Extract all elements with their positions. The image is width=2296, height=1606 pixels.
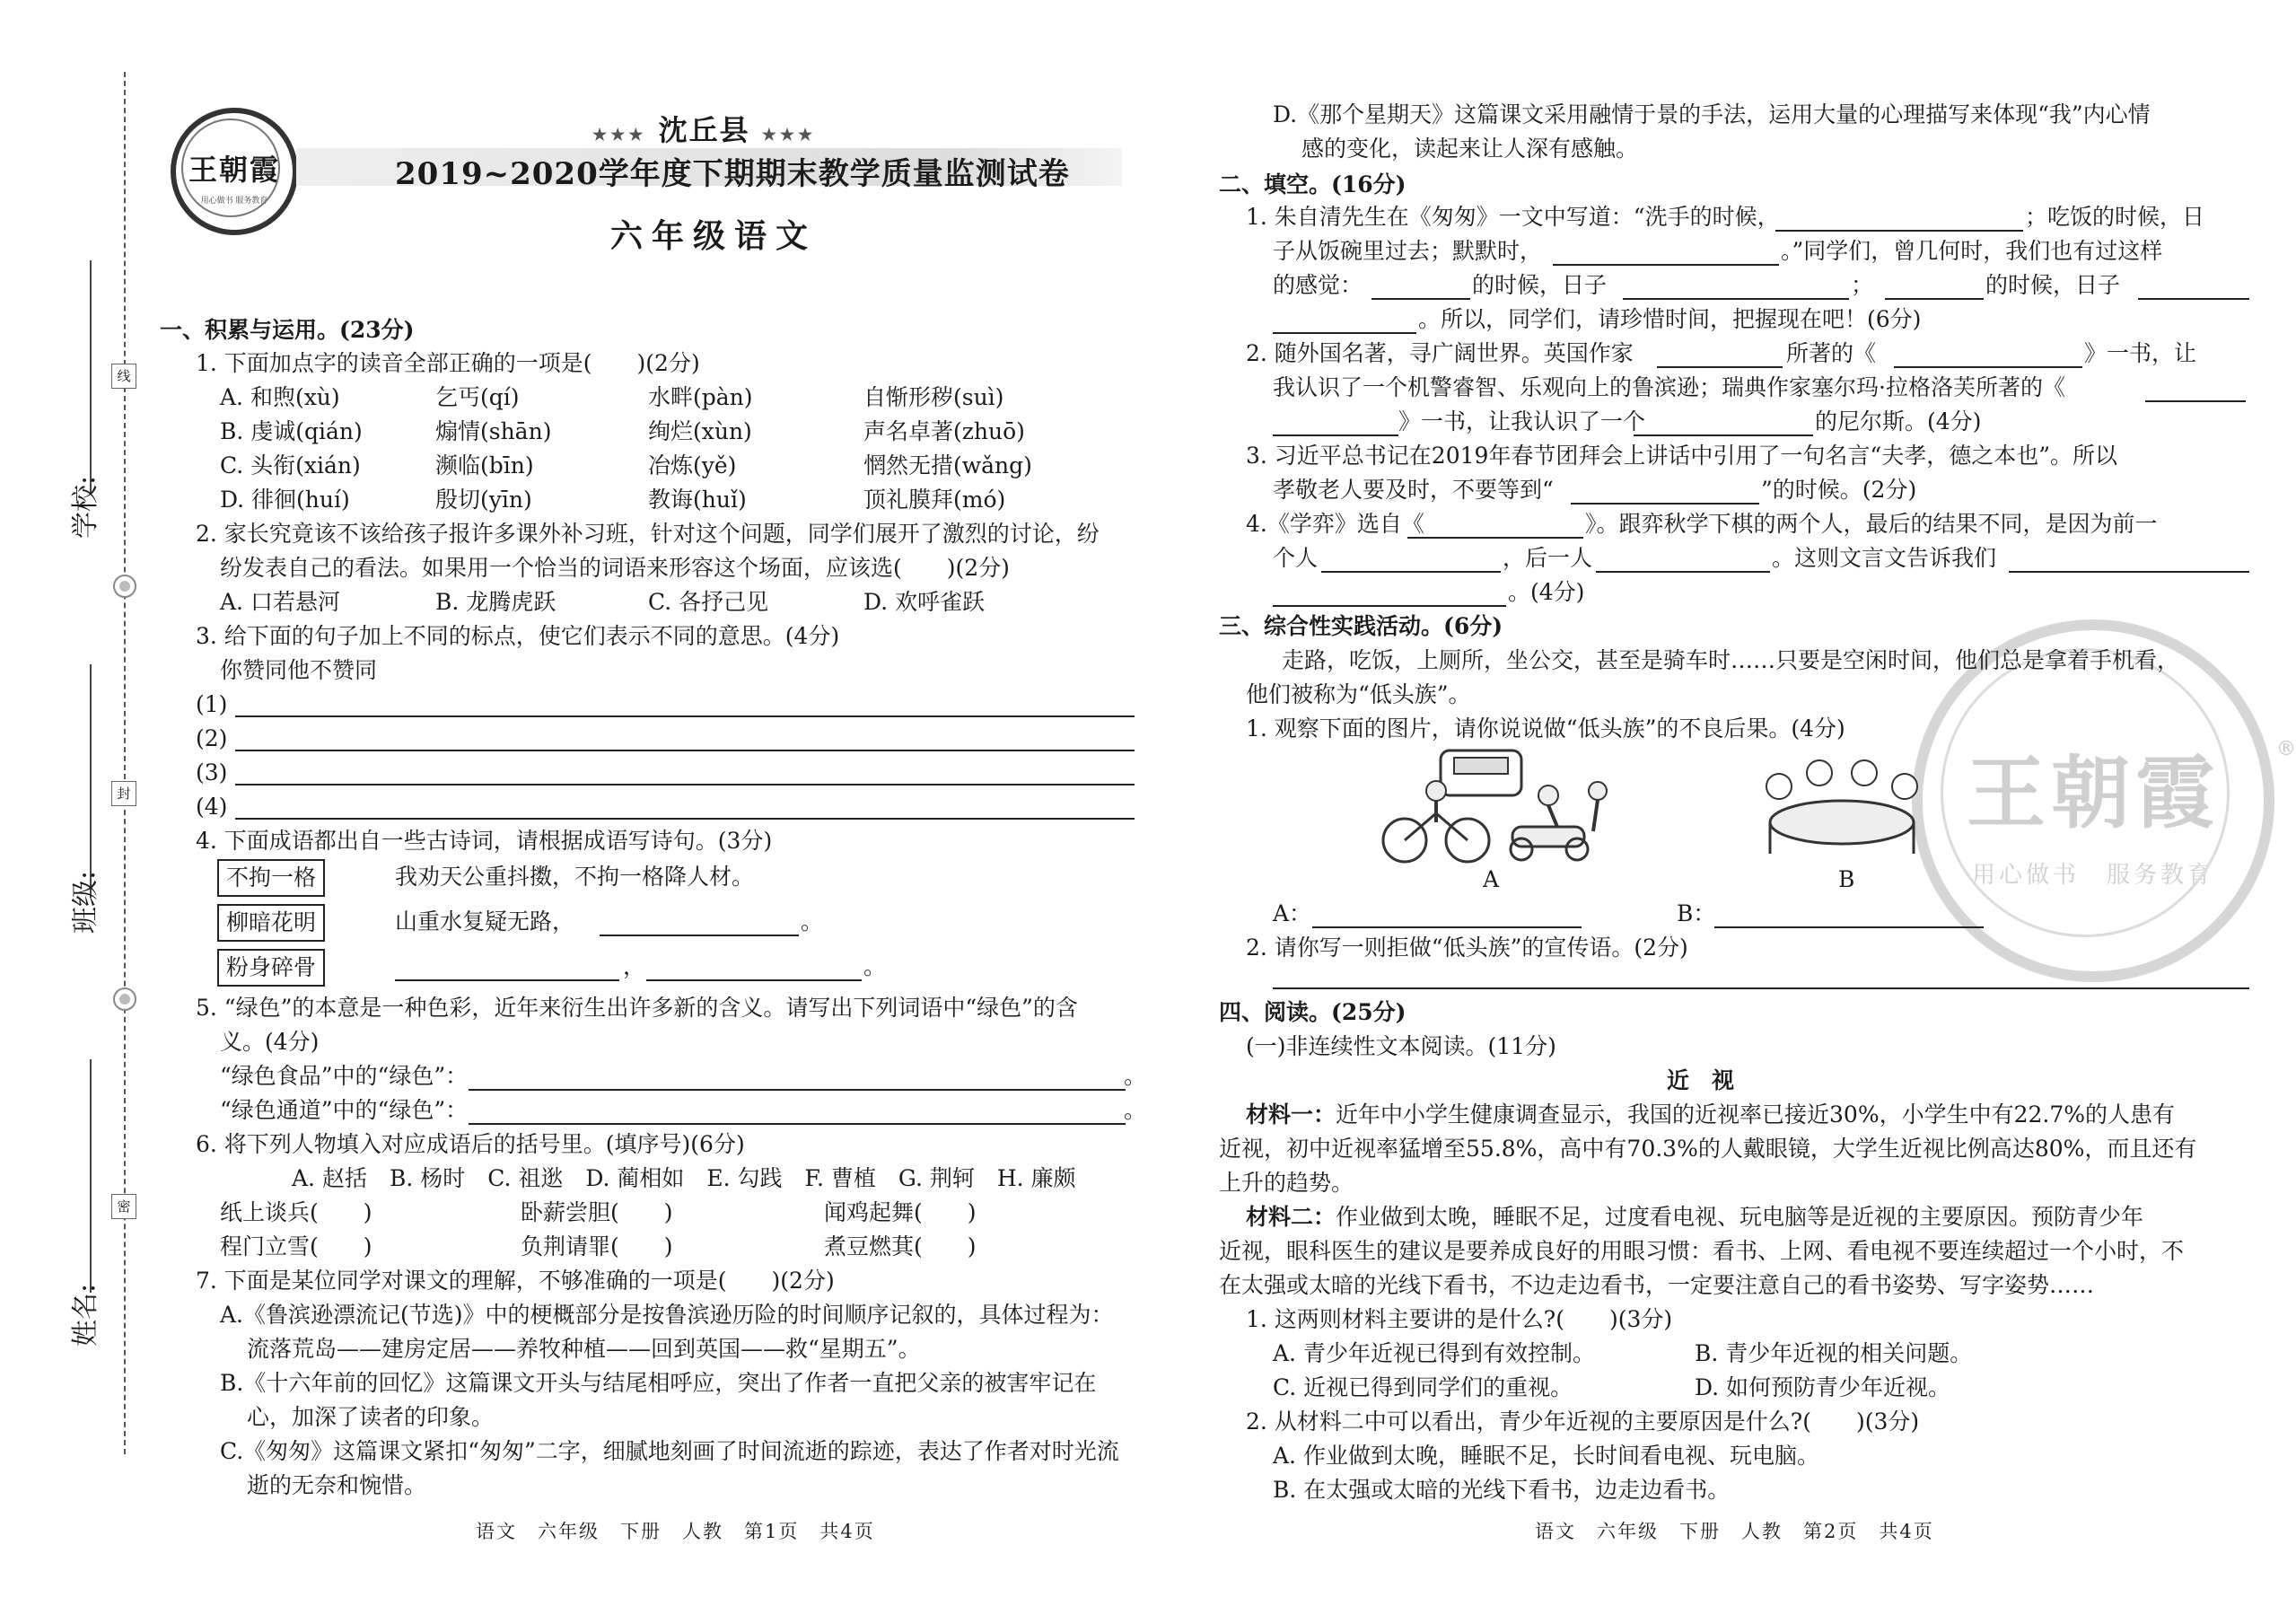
q3-answer-line[interactable]: [235, 784, 1135, 785]
f2-text: 所著的《: [1786, 340, 1877, 366]
f1-text: 。所以，同学们，请珍惜时间，把握现在吧！(6分): [1418, 306, 1922, 332]
fill-blank[interactable]: [1321, 571, 1501, 573]
cut-mark-feng: 封: [111, 781, 136, 806]
q2-stem-cont: 纷发表自己的看法。如果用一个恰当的词语来形容这个场面，应该选( )(2分): [220, 555, 1010, 581]
q1-word: 自惭形秽(suì): [863, 384, 1004, 410]
q2-stem: 2. 家长究竟该不该给孩子报许多课外补习班，针对这个问题，同学们展开了激烈的讨论，纷: [196, 521, 1100, 547]
material-1-text: 上升的趋势。: [1219, 1170, 1354, 1196]
q7-option-b[interactable]: B.《十六年前的回忆》这篇课文开头与结尾相呼应，突出了作者一直把父亲的被害牢记在: [220, 1370, 1097, 1396]
fill-blank[interactable]: [1775, 230, 2023, 232]
f1-text: 1. 朱自清先生在《匆匆》一文中写道：“洗手的时候，: [1246, 204, 1780, 230]
r2-option[interactable]: A. 作业做到太晚，睡眠不足，长时间看电视、玩电脑。: [1273, 1443, 1819, 1469]
idiom-box: 不拘一格: [217, 859, 325, 897]
poem-blank[interactable]: [600, 935, 799, 936]
material-1: [1246, 1099, 2175, 1131]
q6-blank[interactable]: 闻鸡起舞( ): [824, 1199, 977, 1225]
q3-num: (4): [196, 794, 228, 820]
q4-stem: 4. 下面成语都出自一些古诗词，请根据成语写诗句。(3分): [196, 828, 773, 854]
f1-text: 子从饭碗里过去；默默时，: [1273, 238, 1543, 264]
q3-num: (3): [196, 759, 228, 785]
f3-text: ”的时候。(2分): [1761, 477, 1917, 503]
q6-people: A. 赵括 B. 杨时 C. 祖逖 D. 蔺相如 E. 勾践 F. 曹植 G. 荆轲 H. 廉颇: [292, 1165, 1076, 1191]
section-3-heading: 三、综合性实践活动。(6分): [1219, 613, 1503, 639]
q1-option[interactable]: C. 头衔(xián): [220, 452, 361, 478]
q3-num: (1): [196, 691, 228, 717]
class-label: 班级:: [70, 870, 101, 934]
name-label: 姓名:: [70, 1283, 101, 1347]
school-label: 学校:: [70, 475, 101, 539]
fill-blank[interactable]: [1273, 332, 1416, 334]
q1-word: 教诲(huǐ): [648, 487, 747, 513]
f3-text: 3. 习近平总书记在2019年春节团拜会上讲话中引用了一句名言“夫孝，德之本也”。所以: [1246, 443, 2117, 469]
q1-word: 冶炼(yě): [648, 452, 737, 478]
slogan-answer-line[interactable]: [1273, 987, 2249, 989]
fill-blank[interactable]: [1273, 605, 1506, 607]
f1-text: 的感觉：: [1273, 272, 1363, 298]
q2-option[interactable]: D. 欢呼雀跃: [863, 589, 986, 615]
q1-option[interactable]: B. 虔诚(qián): [220, 418, 363, 444]
s4-subheading: (一)非连续性文本阅读。(11分): [1246, 1033, 1556, 1059]
q7-option-b-cont: 心，加深了读者的印象。: [247, 1404, 495, 1430]
q7-option-c-cont: 逝的无奈和惋惜。: [247, 1472, 427, 1498]
school-write-line[interactable]: [90, 260, 92, 494]
q1-word: 水畔(pàn): [648, 384, 753, 410]
fill-blank[interactable]: [2138, 298, 2249, 300]
q1-word: 殷切(yīn): [435, 487, 532, 513]
f2-text: 》一书，让: [2084, 340, 2197, 366]
f1-text: 的时候，日子: [1472, 272, 1608, 298]
punct: ，: [623, 953, 646, 979]
q7-option-a-cont: 流落荒岛——建房定居——养牧种植——回到英国——救“星期五”。: [247, 1336, 921, 1362]
material-2-text: 作业做到太晚，睡眠不足，过度看电视、玩电脑等是近视的主要原因。预防青少年: [1336, 1204, 2144, 1230]
county-name: 沈丘县: [658, 113, 750, 147]
fill-blank[interactable]: [1894, 366, 2082, 368]
material-2-text: 近视，眼科医生的建议是要养成良好的用眼习惯：看书、上网、看电视不要连续超过一个小时，不: [1219, 1238, 2185, 1264]
logo-text: 王朝霞: [188, 153, 280, 187]
q1-option[interactable]: A. 和煦(xù): [220, 384, 340, 410]
binding-hole-icon: [113, 575, 136, 598]
f1-text: 。”同学们，曾几何时，我们也有过这样: [1781, 238, 2163, 264]
page-footer: 语文 六年级 下册 人教 第1页 共4页: [476, 1521, 875, 1542]
material-2: [1246, 1201, 2143, 1233]
picture-b-label: B: [1838, 866, 1855, 892]
q1-word: 乞丐(qí): [435, 384, 520, 410]
fill-blank[interactable]: [1885, 298, 1984, 300]
material-1-text: 近视，初中近视率猛增至55.8%，高中有70.3%的人戴眼镜，大学生近视比例高达80%，而且还有: [1219, 1136, 2197, 1162]
r2-stem: 2. 从材料二中可以看出，青少年近视的主要原因是什么?( )(3分): [1246, 1409, 1920, 1435]
answer-b-label: B：: [1677, 900, 1716, 926]
answer-a-label: A：: [1273, 900, 1312, 926]
section-2-heading: 二、填空。(16分): [1219, 171, 1407, 197]
poem-blank[interactable]: [395, 979, 619, 981]
r1-option[interactable]: B. 青少年近视的相关问题。: [1695, 1340, 1973, 1366]
picture-a-street-illustration: [1369, 742, 1620, 867]
f1-text: 的时候，日子: [1985, 272, 2121, 298]
class-write-line[interactable]: [90, 664, 92, 898]
poem-line: 我劝天公重抖擞，不拘一格降人材。: [395, 864, 755, 890]
q7-option-d-cont: 感的变化，读起来让人深有感触。: [1301, 136, 1639, 162]
q1-stem: 1. 下面加点字的读音全部正确的一项是( )(2分): [196, 350, 700, 376]
idiom-box: 柳暗花明: [217, 904, 325, 942]
f3-text: 孝敬老人要及时，不要等到“: [1273, 477, 1554, 503]
q1-word: 绚烂(xùn): [648, 418, 752, 444]
answer-b-line[interactable]: [1714, 926, 1984, 928]
f4-text: 个人: [1273, 545, 1319, 571]
q6-blank[interactable]: 卧薪尝胆( ): [521, 1199, 673, 1225]
star-icon: ★★★: [592, 126, 647, 145]
f2-text: 2. 随外国名著，寻广阔世界。英国作家: [1246, 340, 1634, 366]
q5-answer-line[interactable]: [469, 1089, 1126, 1091]
picture-a-label: A: [1483, 866, 1500, 892]
star-icon: ★★★: [761, 126, 817, 145]
f4-text: 》。跟弈秋学下棋的两个人，最后的结果不同，是因为前一: [1585, 511, 2158, 537]
q1-word: 煽情(shān): [435, 418, 552, 444]
fill-blank[interactable]: [1623, 298, 1849, 300]
registered-icon: ®: [2276, 738, 2296, 760]
binding-sidebar: [0, 0, 162, 1606]
material-2-text: 在太强或太暗的光线下看书，不边走边看书，一定要注意自己的看书姿势、写字姿势……: [1219, 1272, 2095, 1298]
cut-mark-mi: 密: [111, 1194, 136, 1219]
q3-answer-line[interactable]: [235, 750, 1135, 751]
answer-a-line[interactable]: [1312, 926, 1582, 928]
material-1-label: 材料一：: [1246, 1101, 1336, 1128]
name-write-line[interactable]: [90, 1059, 92, 1293]
q7-option-c[interactable]: C.《匆匆》这篇课文紧扣“匆匆”二字，细腻地刻画了时间流逝的踪迹，表达了作者对时光流: [220, 1438, 1119, 1464]
fill-blank[interactable]: [2009, 571, 2249, 573]
punct: 。: [863, 953, 887, 979]
f1-text: ；: [1851, 272, 1874, 298]
material-2-label: 材料二：: [1246, 1204, 1336, 1230]
s3-intro: 他们被称为“低头族”。: [1246, 681, 1471, 707]
fill-blank[interactable]: [1657, 366, 1783, 368]
cut-mark-xian: 线: [111, 364, 136, 389]
q2-option[interactable]: A. 口若悬河: [220, 589, 340, 615]
q7-option-a[interactable]: A.《鲁滨逊漂流记(节选)》中的梗概部分是按鲁滨逊历险的时间顺序记叙的，具体过程为：: [220, 1302, 1114, 1328]
q1-word: 濒临(bīn): [435, 452, 534, 478]
q5-item: “绿色通道”中的“绿色”：: [220, 1097, 469, 1123]
fill-blank[interactable]: [1407, 537, 1583, 539]
f4-text: 。(4分): [1508, 579, 1585, 605]
poem-line: 山重水复疑无路，: [395, 908, 575, 935]
r1-stem: 1. 这两则材料主要讲的是什么?( )(3分): [1246, 1306, 1673, 1332]
q5-item: “绿色食品”中的“绿色”：: [220, 1063, 469, 1089]
exam-subject: 六年级语文: [610, 217, 818, 255]
punct: 。: [801, 908, 824, 935]
material-1-text: 近年中小学生健康调查显示，我国的近视率已接近30%，小学生中有22.7%的人患有: [1336, 1101, 2176, 1128]
q5-stem-cont: 义。(4分): [220, 1029, 320, 1055]
fill-blank[interactable]: [2145, 400, 2246, 402]
fill-blank[interactable]: [1596, 571, 1770, 573]
q6-blank[interactable]: 煮豆燃萁( ): [824, 1233, 977, 1259]
q6-blank[interactable]: 负荆请罪( ): [521, 1233, 673, 1259]
s3-q2-stem: 2. 请你写一则拒做“低头族”的宣传语。(2分): [1246, 935, 1688, 961]
watermark-ring: [1941, 648, 2230, 937]
article-title: 近 视: [1667, 1067, 1735, 1093]
punct: 。: [1124, 1063, 1147, 1089]
q2-option[interactable]: B. 龙腾虎跃: [435, 589, 556, 615]
fill-blank[interactable]: [1553, 264, 1779, 266]
exam-title: 2019~2020学年度下期期末教学质量监测试卷: [395, 156, 1070, 192]
publisher-logo: [171, 108, 298, 235]
q7-option-d[interactable]: D.《那个星期天》这篇课文采用融情于景的手法，运用大量的心理描写来体现“我”内心情: [1273, 101, 2151, 127]
idiom-box: 粉身碎骨: [217, 949, 325, 987]
section-4-heading: 四、阅读。(25分): [1219, 999, 1407, 1025]
q5-answer-line[interactable]: [469, 1123, 1126, 1125]
f1-text: ；吃饭的时候，日: [2025, 204, 2205, 230]
s3-intro: 走路，吃饭，上厕所，坐公交，甚至是骑车时……只要是空闲时间，他们总是拿着手机看，: [1282, 647, 2180, 673]
r1-option[interactable]: D. 如何预防青少年近视。: [1695, 1374, 1951, 1400]
f4-text: 4.《学弈》选自《: [1246, 511, 1424, 537]
q1-word: 顶礼膜拜(mó): [863, 487, 1006, 513]
q5-stem: 5. “绿色”的本意是一种色彩，近年来衍生出许多新的含义。请写出下列词语中“绿色”的含: [196, 995, 1078, 1021]
q6-blank[interactable]: 纸上谈兵( ): [220, 1199, 372, 1225]
watermark-text: 王朝霞: [1966, 746, 2220, 839]
binding-dashed-line: [124, 72, 126, 1454]
f2-text: 的尼尔斯。(4分): [1815, 408, 1982, 434]
q3-sentence: 你赞同他不赞同: [220, 657, 378, 683]
s3-q1-stem: 1. 观察下面的图片，请你说说做“低头族”的不良后果。(4分): [1246, 715, 1845, 742]
section-1-heading: 一、积累与运用。(23分): [160, 317, 415, 343]
r1-option[interactable]: A. 青少年近视已得到有效控制。: [1273, 1340, 1595, 1366]
q3-answer-line[interactable]: [235, 818, 1135, 820]
punct: 。: [1124, 1097, 1147, 1123]
q6-stem: 6. 将下列人物填入对应成语后的括号里。(填序号)(6分): [196, 1131, 745, 1157]
q1-word: 声名卓著(zhuō): [863, 418, 1025, 444]
q3-stem: 3. 给下面的句子加上不同的标点，使它们表示不同的意思。(4分): [196, 623, 840, 649]
q6-blank[interactable]: 程门立雪( ): [220, 1233, 372, 1259]
q3-answer-line[interactable]: [235, 715, 1135, 717]
fill-blank[interactable]: [1273, 434, 1398, 436]
logo-ring: [181, 118, 280, 217]
binding-hole-icon: [113, 987, 136, 1011]
q7-stem: 7. 下面是某位同学对课文的理解，不够准确的一项是( )(2分): [196, 1268, 835, 1294]
fill-blank[interactable]: [1371, 298, 1470, 300]
r1-option[interactable]: C. 近视已得到同学们的重视。: [1273, 1374, 1573, 1400]
poem-blank[interactable]: [646, 979, 862, 981]
f4-text: 。这则文言文告诉我们: [1772, 545, 1997, 571]
r2-option[interactable]: B. 在太强或太暗的光线下看书，边走边看书。: [1273, 1477, 1731, 1503]
f2-text: 》一书，让我认识了一个: [1398, 408, 1646, 434]
picture-b-table-illustration: [1752, 750, 1932, 858]
q2-option[interactable]: C. 各抒己见: [648, 589, 769, 615]
f4-text: ，后一人: [1503, 545, 1593, 571]
page-footer: 语文 六年级 下册 人教 第2页 共4页: [1535, 1521, 1934, 1542]
watermark-subtext: 用心做书 服务教育: [1971, 862, 2214, 889]
page-right: [1167, 0, 2296, 1606]
county-heading: [592, 108, 816, 149]
logo-subtext: 用心做书 服务教育: [200, 197, 268, 206]
f2-text: 我认识了一个机警睿智、乐观向上的鲁滨逊；瑞典作家塞尔玛·拉格洛芙所著的《: [1273, 374, 2065, 400]
q3-num: (2): [196, 725, 228, 751]
q1-option[interactable]: D. 徘徊(huí): [220, 487, 350, 513]
fill-blank[interactable]: [1571, 503, 1759, 505]
q1-word: 惘然无措(wǎng): [863, 452, 1032, 478]
fill-blank[interactable]: [1634, 434, 1813, 436]
